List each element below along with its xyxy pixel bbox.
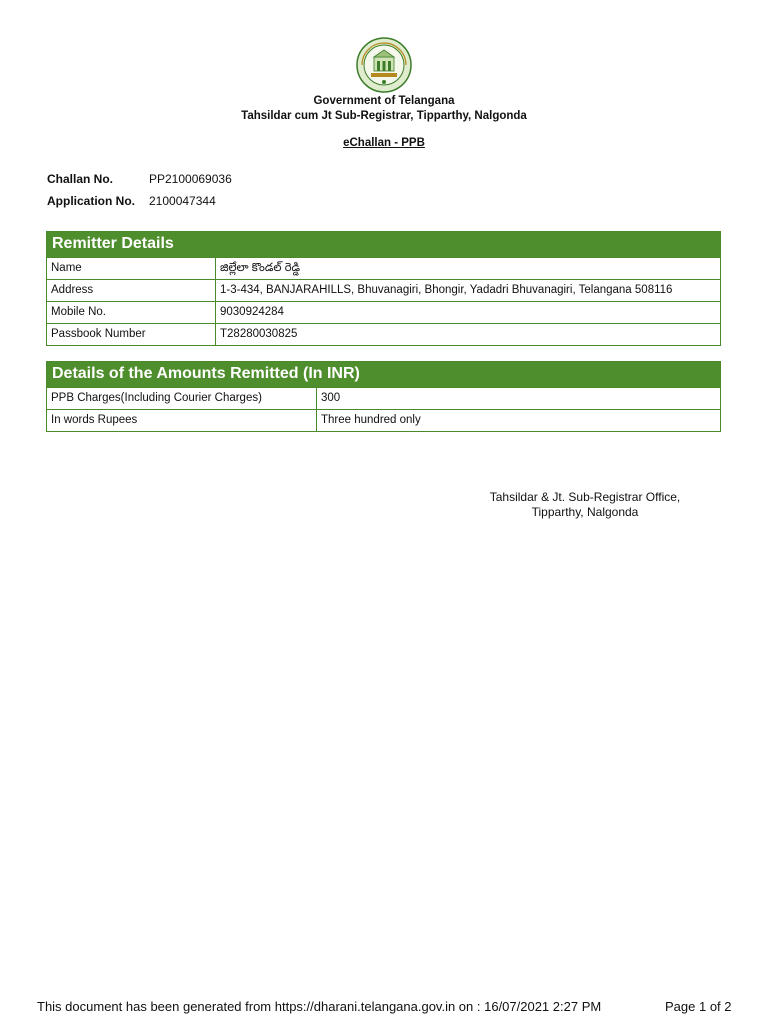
remitter-details-table [46, 231, 721, 346]
table-row [47, 387, 720, 409]
ppb-charges-value: 300 [321, 392, 341, 404]
amounts-remitted-table [46, 361, 721, 432]
row-label: In words Rupees [47, 410, 317, 431]
government-title: Government of Telangana [313, 95, 455, 107]
remitter-address-value: 1-3-434, BANJARAHILLS, Bhuvanagiri, Bhongir, Yadadri Bhuvanagiri, Telangana 508116 [220, 284, 673, 296]
telangana-emblem-icon [356, 37, 412, 93]
remitter-name-value: జిల్లేలా కొండల్ రెడ్డి [220, 262, 301, 274]
row-label: Passbook Number [47, 324, 216, 345]
amount-in-words-value: Three hundred only [321, 414, 421, 426]
amounts-remitted-heading: Details of the Amounts Remitted (In INR) [47, 362, 720, 387]
row-label: Address [47, 280, 216, 301]
table-row [47, 409, 720, 431]
application-label: Application No. [47, 194, 135, 208]
table-row [47, 323, 720, 345]
row-label: PPB Charges(Including Courier Charges) [47, 388, 317, 409]
remitter-passbook-value: T28280030825 [220, 328, 298, 340]
table-row [47, 301, 720, 323]
generated-footer-text: This document has been generated from https://dharani.telangana.gov.in on : 16/07/2021 2:27 PM [37, 999, 602, 1014]
remitter-mobile-value: 9030924284 [220, 306, 284, 318]
application-value: 2100047344 [149, 194, 216, 208]
signatory-office-line-1: Tahsildar & Jt. Sub-Registrar Office, [489, 490, 681, 504]
row-label: Mobile No. [47, 302, 216, 323]
page-number: Page 1 of 2 [665, 999, 732, 1014]
table-row [47, 279, 720, 301]
remitter-details-heading: Remitter Details [47, 232, 720, 257]
office-title: Tahsildar cum Jt Sub-Registrar, Tipparthy, Nalgonda [241, 110, 527, 122]
row-label: Name [47, 258, 216, 279]
challan-label: Challan No. [47, 172, 114, 186]
challan-value: PP2100069036 [149, 172, 232, 186]
signatory-office-line-2: Tipparthy, Nalgonda [531, 505, 639, 519]
document-type-title: eChallan - PPB [343, 137, 425, 149]
table-row [47, 257, 720, 279]
